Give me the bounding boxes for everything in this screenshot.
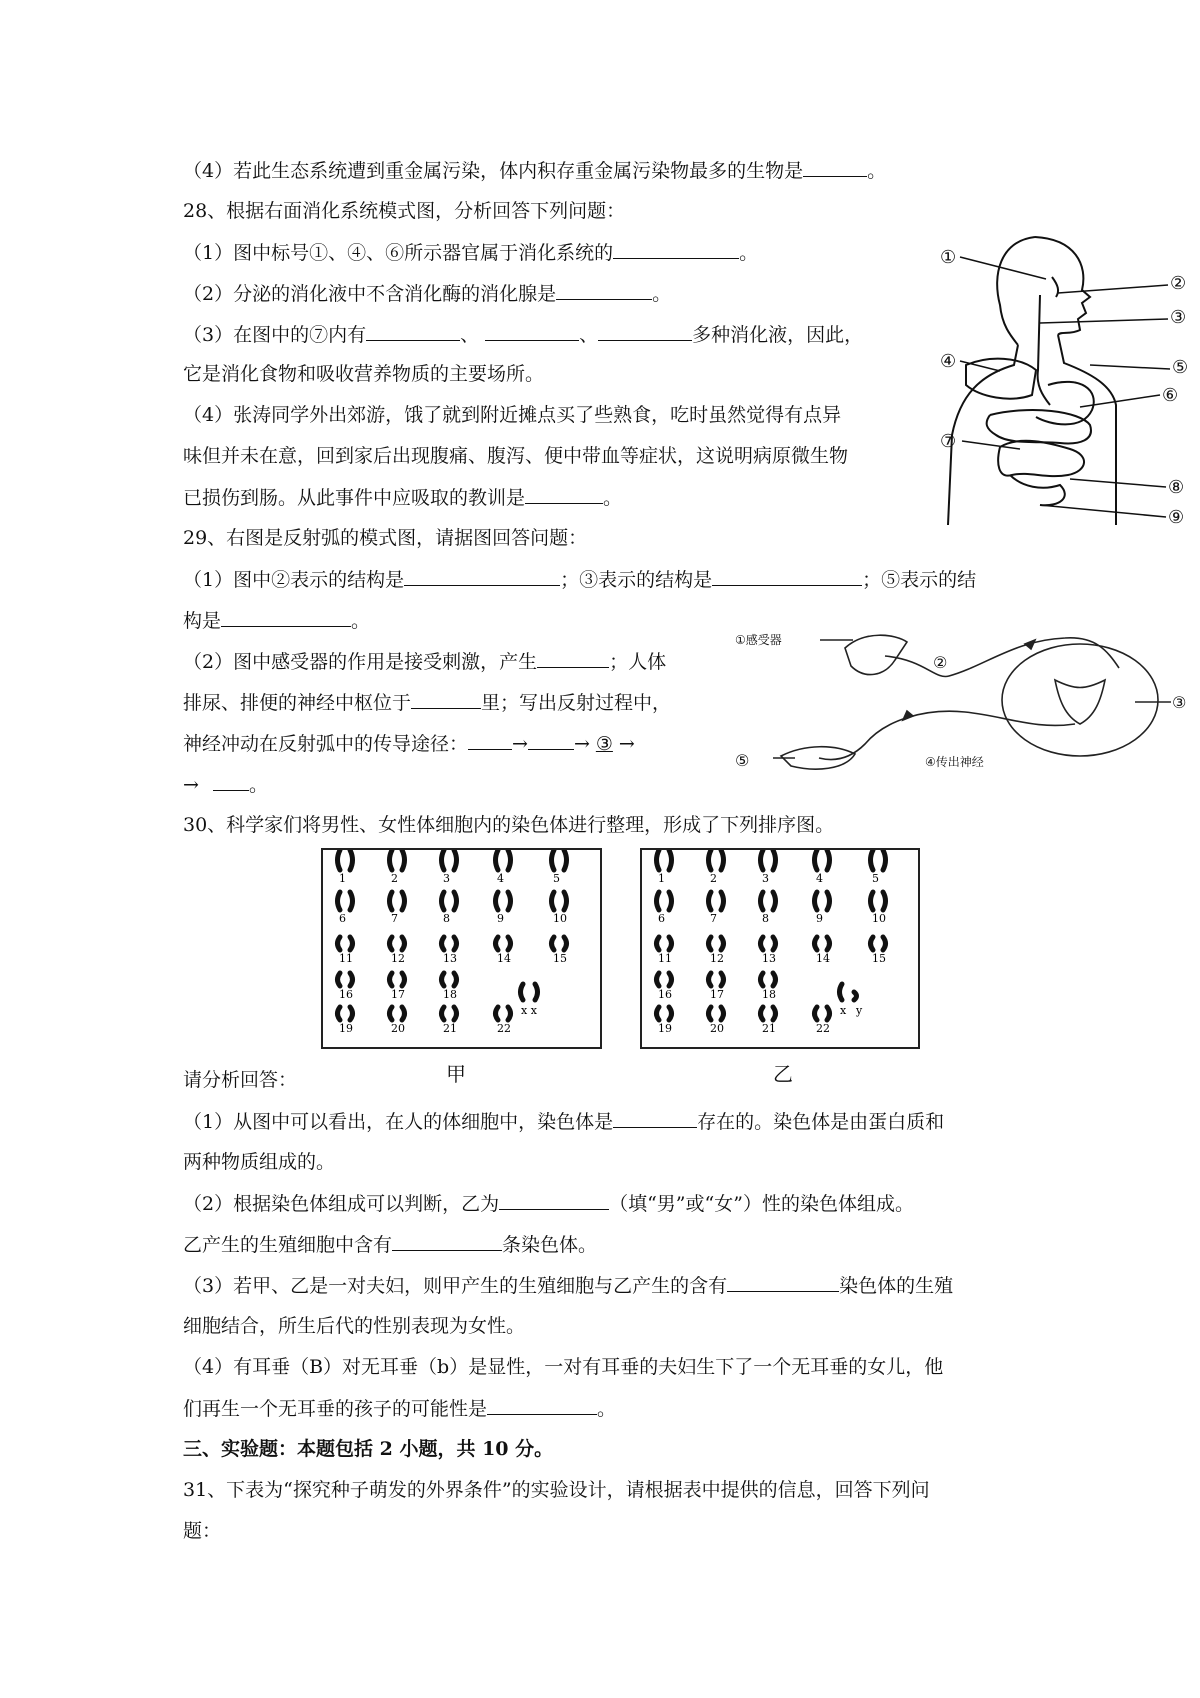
- label-receptor: ①感受器: [735, 633, 782, 647]
- q27-part4: （4）若此生态系统遭到重金属污染，体内积存重金属污染物最多的生物是 。: [183, 160, 887, 182]
- chromosome: [773, 1007, 776, 1020]
- chromosome: [508, 892, 511, 910]
- chromosome: [402, 973, 405, 986]
- chromosome: [657, 1007, 660, 1020]
- q30-part3-line1: （3）若甲、乙是一对夫妇，则甲产生的生殖细胞与乙产生的含有 染色体的生殖: [183, 1275, 954, 1297]
- sex-chromosome-label: y: [856, 1004, 863, 1017]
- chromosome: [454, 892, 457, 910]
- chromosome-number: 8: [762, 912, 769, 925]
- label-3: ③: [1170, 307, 1187, 328]
- caption-jia: 甲: [446, 1062, 466, 1086]
- chromosome: [761, 937, 764, 950]
- q31-line2: 题：: [183, 1520, 222, 1542]
- path-node-3: ③: [595, 733, 613, 755]
- label-7: ⑦: [940, 431, 957, 452]
- chromosome: [564, 850, 567, 870]
- chromosome: [454, 973, 457, 986]
- q29-part1-line2: 构是 。: [183, 610, 371, 632]
- chromosome: [827, 937, 830, 950]
- chromosome: [564, 892, 567, 910]
- chromosome: [773, 937, 776, 950]
- chromosome: [402, 850, 405, 870]
- chromosome: [669, 973, 672, 986]
- answer-blank[interactable]: [528, 731, 574, 750]
- arrow-head-afferent: [1025, 640, 1035, 649]
- chromosome: [508, 850, 511, 870]
- chromosome: [773, 850, 776, 870]
- answer-blank[interactable]: [613, 240, 739, 259]
- q30-part4-line2: 们再生一个无耳垂的孩子的可能性是 。: [183, 1398, 617, 1420]
- chromosome: [721, 850, 724, 870]
- q28-part4-line1: （4）张涛同学外出郊游，饿了就到附近摊点买了些熟食，吃时虽然觉得有点异: [183, 404, 842, 426]
- q30-title: 30、科学家们将男性、女性体细胞内的染色体进行整理，形成了下列排序图。: [183, 814, 835, 836]
- chromosome: [442, 1007, 445, 1020]
- chromosome: [350, 850, 353, 870]
- answer-blank[interactable]: [221, 608, 351, 627]
- q29-part1-line1: （1）图中②表示的结构是 ；③表示的结构是 ；⑤表示的结: [183, 569, 977, 591]
- answer-blank[interactable]: [366, 322, 460, 341]
- chromosome: [669, 1007, 672, 1020]
- digestive-system-figure: [940, 235, 1190, 535]
- chromosome: [657, 850, 660, 870]
- answer-blank[interactable]: [499, 1191, 609, 1210]
- chromosome: [350, 1007, 353, 1020]
- q29-part2-line1: （2）图中感受器的作用是接受刺激，产生 ；人体: [183, 651, 667, 673]
- chromosome: [390, 973, 393, 986]
- chromosome: [721, 973, 724, 986]
- chromosome-number: 6: [658, 912, 665, 925]
- chromosome-number: 2: [710, 872, 717, 885]
- chromosome: [402, 937, 405, 950]
- mouth-cavity: [1052, 277, 1058, 297]
- chromosome: [761, 850, 764, 870]
- left-shoulder: [948, 345, 1018, 525]
- q28-part2: （2）分泌的消化液中不含消化酶的消化腺是 。: [183, 283, 672, 305]
- chromosome: [709, 850, 712, 870]
- answer-blank[interactable]: [404, 567, 560, 586]
- chromosome: [338, 1007, 341, 1020]
- answer-blank[interactable]: [613, 1109, 697, 1128]
- chromosome: [761, 1007, 764, 1020]
- chromosome: [773, 973, 776, 986]
- chromosome: [883, 937, 886, 950]
- chromosome-number: 14: [497, 952, 511, 965]
- small-intestine: [998, 441, 1084, 476]
- chromosome: [508, 1007, 511, 1020]
- label-9: ⑨: [1168, 507, 1185, 528]
- esophagus: [1038, 295, 1050, 405]
- caption-yi: 乙: [773, 1062, 793, 1086]
- chromosome: [871, 850, 874, 870]
- chromosome: [854, 992, 857, 1000]
- chromosome: [402, 892, 405, 910]
- answer-blank[interactable]: [598, 322, 692, 341]
- answer-blank[interactable]: [537, 649, 609, 668]
- label-5: ⑤: [735, 751, 750, 770]
- chromosome: [721, 937, 724, 950]
- chromosome-number: 4: [497, 872, 504, 885]
- answer-blank[interactable]: [487, 1396, 597, 1415]
- chromosome: [815, 892, 818, 910]
- chromosome-number: 13: [443, 952, 457, 965]
- chromosome: [709, 1007, 712, 1020]
- chromosome: [390, 1007, 393, 1020]
- answer-blank[interactable]: [392, 1232, 502, 1251]
- chromosome-number: 16: [658, 988, 672, 1001]
- chromosome: [338, 892, 341, 910]
- answer-blank[interactable]: [803, 158, 867, 177]
- chromosome-number: 13: [762, 952, 776, 965]
- chromosome: [669, 892, 672, 910]
- label-efferent: ④传出神经: [925, 755, 984, 769]
- label-2: ②: [933, 653, 948, 672]
- stomach: [1036, 382, 1094, 425]
- chromosome: [454, 850, 457, 870]
- chromosome: [535, 984, 538, 1000]
- chromosome-number: 20: [710, 1022, 724, 1035]
- chromosome: [669, 937, 672, 950]
- face-outline: [1035, 237, 1090, 335]
- chromosome-number: 15: [553, 952, 567, 965]
- chromosome: [840, 984, 843, 1000]
- chromosome-number: 17: [391, 988, 405, 1001]
- digestive-system-diagram: [940, 235, 1190, 535]
- chromosome-number: 12: [710, 952, 724, 965]
- sex-chromosome-label: x: [840, 1004, 847, 1017]
- chromosome: [442, 937, 445, 950]
- label-8: ⑧: [1168, 477, 1185, 498]
- q30-ask: 请分析回答：: [183, 1069, 298, 1091]
- karyotype-jia: [321, 848, 602, 1049]
- chromosome-number: 14: [816, 952, 830, 965]
- chromosome: [657, 892, 660, 910]
- chromosome: [496, 892, 499, 910]
- chromosome: [815, 850, 818, 870]
- q28-part3-cont: 它是消化食物和吸收营养物质的主要场所。: [183, 363, 545, 385]
- chromosome-number: 21: [762, 1022, 776, 1035]
- chromosome-number: 3: [443, 872, 450, 885]
- chromosome: [657, 937, 660, 950]
- chromosome: [350, 973, 353, 986]
- chromosome-number: 21: [443, 1022, 457, 1035]
- q29-part2-line2: 排尿、排便的神经中枢位于 里；写出反射过程中，: [183, 692, 672, 714]
- chromosome: [390, 850, 393, 870]
- chromosome: [773, 892, 776, 910]
- chromosome: [827, 850, 830, 870]
- chromosome: [454, 937, 457, 950]
- chromosome-number: 1: [658, 872, 665, 885]
- chromosome: [883, 892, 886, 910]
- chromosome: [721, 1007, 724, 1020]
- chromosome: [338, 937, 341, 950]
- q28-part1: （1）图中标号①、④、⑥所示器官属于消化系统的 。: [183, 242, 759, 264]
- chromosome-number: 10: [553, 912, 567, 925]
- chromosome: [564, 937, 567, 950]
- q30-part4-line1: （4）有耳垂（B）对无耳垂（b）是显性，一对有耳垂的夫妇生下了一个无耳垂的女儿，他: [183, 1356, 944, 1378]
- chromosome: [815, 1007, 818, 1020]
- chromosome: [669, 850, 672, 870]
- chromosome: [390, 892, 393, 910]
- chromosome: [496, 937, 499, 950]
- label-4: ④: [940, 351, 957, 372]
- sex-chromosome-label: x x: [521, 1004, 537, 1017]
- chromosome-number: 19: [339, 1022, 353, 1035]
- chromosome: [552, 937, 555, 950]
- chromosome: [761, 892, 764, 910]
- chromosome-number: 12: [391, 952, 405, 965]
- chromosome: [350, 937, 353, 950]
- answer-blank[interactable]: [411, 690, 481, 709]
- chromosome: [761, 973, 764, 986]
- chromosome-number: 10: [872, 912, 886, 925]
- chromosome: [338, 850, 341, 870]
- chromosome-number: 18: [762, 988, 776, 1001]
- chromosome-number: 17: [710, 988, 724, 1001]
- chromosome: [721, 892, 724, 910]
- q28-part4-line2: 味但并未在意，回到家后出现腹痛、腹泻、便中带血等症状，这说明病原微生物: [183, 445, 849, 467]
- q30-part2-line2: 乙产生的生殖细胞中含有 条染色体。: [183, 1234, 598, 1256]
- reflex-arc-diagram: [735, 620, 1190, 790]
- chromosome: [521, 984, 524, 1000]
- label-6: ⑥: [1162, 385, 1179, 406]
- chromosome-number: 9: [816, 912, 823, 925]
- reflex-arc-figure: [735, 620, 1190, 790]
- karyotype-left-svg: [323, 850, 600, 1047]
- chromosome: [402, 1007, 405, 1020]
- chromosome: [709, 973, 712, 986]
- chromosome: [508, 937, 511, 950]
- answer-blank[interactable]: [525, 485, 603, 504]
- chromosome-number: 11: [339, 952, 353, 965]
- gray-matter: [1055, 680, 1105, 724]
- chromosome: [871, 937, 874, 950]
- chromosome: [709, 892, 712, 910]
- chromosome: [871, 892, 874, 910]
- chromosome: [883, 850, 886, 870]
- chromosome-number: 8: [443, 912, 450, 925]
- chromosome: [350, 892, 353, 910]
- chromosome: [709, 937, 712, 950]
- chromosome-number: 6: [339, 912, 346, 925]
- chromosome-number: 2: [391, 872, 398, 885]
- q30-part1-line1: （1）从图中可以看出，在人的体细胞中，染色体是 存在的。染色体是由蛋白质和: [183, 1111, 945, 1133]
- skin-patch: [845, 635, 907, 674]
- chromosome: [338, 973, 341, 986]
- karyotype-right-svg: [642, 850, 918, 1047]
- answer-blank[interactable]: [213, 772, 249, 791]
- chromosome-number: 20: [391, 1022, 405, 1035]
- q29-part2-line4: → 。: [183, 774, 268, 796]
- chromosome: [815, 937, 818, 950]
- chromosome-number: 11: [658, 952, 672, 965]
- chromosome-number: 5: [872, 872, 879, 885]
- answer-blank[interactable]: [712, 567, 862, 586]
- q29-part2-line3: 神经冲动在反射弧中的传导途径： → → ③ →: [183, 733, 635, 755]
- label-1: ①: [940, 247, 957, 268]
- chromosome: [657, 973, 660, 986]
- label-3: ③: [1172, 693, 1187, 712]
- chromosome-number: 9: [497, 912, 504, 925]
- chromosome-number: 3: [762, 872, 769, 885]
- rectum: [1010, 475, 1065, 505]
- label-5: ⑤: [1172, 357, 1189, 378]
- chromosome: [442, 850, 445, 870]
- chromosome: [454, 1007, 457, 1020]
- chromosome-number: 15: [872, 952, 886, 965]
- chromosome-number: 22: [816, 1022, 830, 1035]
- q30-part2-line1: （2）根据染色体组成可以判断，乙为 （填“男”或“女”）性的染色体组成。: [183, 1193, 914, 1215]
- chromosome: [496, 850, 499, 870]
- large-intestine: [987, 410, 1091, 443]
- answer-blank[interactable]: [727, 1273, 839, 1292]
- chromosome-number: 4: [816, 872, 823, 885]
- q30-part3-line2: 细胞结合，所生后代的性别表现为女性。: [183, 1315, 526, 1337]
- arrow-head-efferent: [903, 711, 913, 720]
- label-2: ②: [1170, 273, 1187, 294]
- section3-title: 三、实验题：本题包括 2 小题，共 10 分。: [183, 1438, 554, 1460]
- chromosome: [552, 850, 555, 870]
- chromosome: [827, 892, 830, 910]
- chromosome-number: 18: [443, 988, 457, 1001]
- chromosome: [390, 937, 393, 950]
- chromosome-number: 1: [339, 872, 346, 885]
- karyotype-yi: [640, 848, 920, 1049]
- chromosome-number: 5: [553, 872, 560, 885]
- chromosome: [442, 892, 445, 910]
- chromosome: [552, 892, 555, 910]
- spinal-cord: [1002, 644, 1158, 756]
- q28-title: 28、根据右面消化系统模式图，分析回答下列问题：: [183, 200, 626, 222]
- efferent-nerve: [819, 711, 1075, 759]
- chromosome: [827, 1007, 830, 1020]
- answer-blank[interactable]: [485, 322, 579, 341]
- answer-blank[interactable]: [468, 731, 512, 750]
- chromosome-number: 19: [658, 1022, 672, 1035]
- q30-part1-line2: 两种物质组成的。: [183, 1151, 336, 1173]
- q28-part4-line3: 已损伤到肠。从此事件中应吸取的教训是 。: [183, 487, 623, 509]
- q28-part3: （3）在图中的⑦内有 、 、 多种消化液，因此，: [183, 324, 864, 346]
- right-shoulder: [1058, 335, 1116, 525]
- q29-title: 29、右图是反射弧的模式图，请据图回答问题：: [183, 527, 588, 549]
- chromosome-number: 7: [391, 912, 398, 925]
- q31-line1: 31、下表为“探究种子萌发的外界条件”的实验设计，请根据表中提供的信息，回答下列问: [183, 1479, 930, 1501]
- chromosome-number: 22: [497, 1022, 511, 1035]
- answer-blank[interactable]: [556, 281, 652, 300]
- chromosome-number: 7: [710, 912, 717, 925]
- chromosome: [442, 973, 445, 986]
- chromosome: [496, 1007, 499, 1020]
- chromosome-number: 16: [339, 988, 353, 1001]
- head-outline: [997, 237, 1035, 345]
